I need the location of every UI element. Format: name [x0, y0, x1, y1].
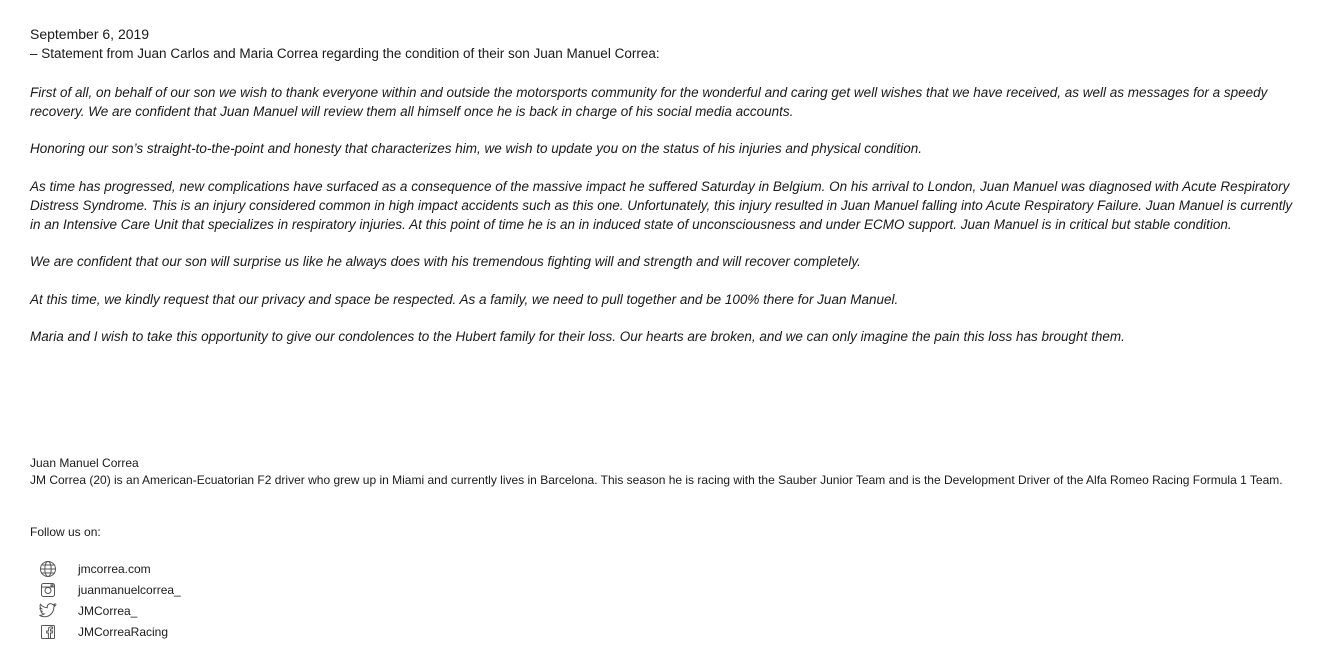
facebook-icon	[38, 623, 58, 641]
paragraph-thanks: First of all, on behalf of our son we wish to thank everyone within and outside the motorsports community for the wonderful and caring get well wishes that we have received, as well as messages for a speedy recovery. We are confident that Juan Manuel will review them all himself once he is back in charge of his social media accounts.	[30, 85, 1268, 119]
social-link-facebook[interactable]	[38, 621, 169, 642]
globe-icon	[38, 560, 58, 578]
social-link-label: juanmanuelcorrea_	[78, 582, 181, 597]
paragraph-confidence: We are confident that our son will surprise us like he always does with his tremendous fighting will and strength and will recover completely.	[30, 254, 861, 269]
follow-label: Follow us on:	[30, 525, 101, 539]
social-link-website[interactable]	[38, 558, 151, 579]
signature-name: Juan Manuel Correa	[30, 456, 139, 470]
paragraph-honoring: Honoring our son’s straight-to-the-point and honesty that characterizes him, we wish to update you on the status of his injuries and physical condition.	[30, 141, 923, 156]
social-link-label: JMCorreaRacing	[78, 624, 169, 639]
paragraph-condition: As time has progressed, new complications have surfaced as a consequence of the massive impact he suffered Saturday in Belgium. On his arrival to London, Juan Manuel was diagnosed with Acute Respiratory Distress Syndrome. This is an injury considered common in high impact accidents such as this one. Unfortunately, this injury resulted in Juan Manuel falling into Acute Respiratory Failure. Juan Manuel is currently in an Intensive Care Unit that specializes in respiratory injuries. At this point of time he is an in induced state of unconsciousness and under ECMO support. Juan Manuel is in critical but stable condition.	[30, 179, 1293, 232]
social-link-label: jmcorrea.com	[78, 561, 151, 576]
statement-date: September 6, 2019	[30, 26, 150, 42]
paragraph-privacy: At this time, we kindly request that our privacy and space be respected. As a family, we need to pull together and be 100% there for Juan Manuel.	[30, 292, 899, 307]
paragraph-condolences: Maria and I wish to take this opportunity to give our condolences to the Hubert family for their loss. Our hearts are broken, and we can only imagine the pain this loss has brought them.	[30, 329, 1125, 344]
social-links	[38, 558, 181, 642]
social-link-instagram[interactable]	[38, 579, 181, 600]
social-link-label: JMCorrea_	[78, 603, 138, 618]
social-link-twitter[interactable]	[38, 600, 138, 621]
signature-bio: JM Correa (20) is an American-Ecuatorian F2 driver who grew up in Miami and currently lives in Barcelona. This season he is racing with the Sauber Junior Team and is the Development Driver of the Alfa Romeo Racing Formula 1 Team.	[30, 473, 1283, 487]
statement-subtitle: – Statement from Juan Carlos and Maria Correa regarding the condition of their son Juan Manuel Correa:	[30, 46, 660, 61]
instagram-icon	[38, 581, 58, 599]
twitter-icon	[38, 602, 58, 620]
